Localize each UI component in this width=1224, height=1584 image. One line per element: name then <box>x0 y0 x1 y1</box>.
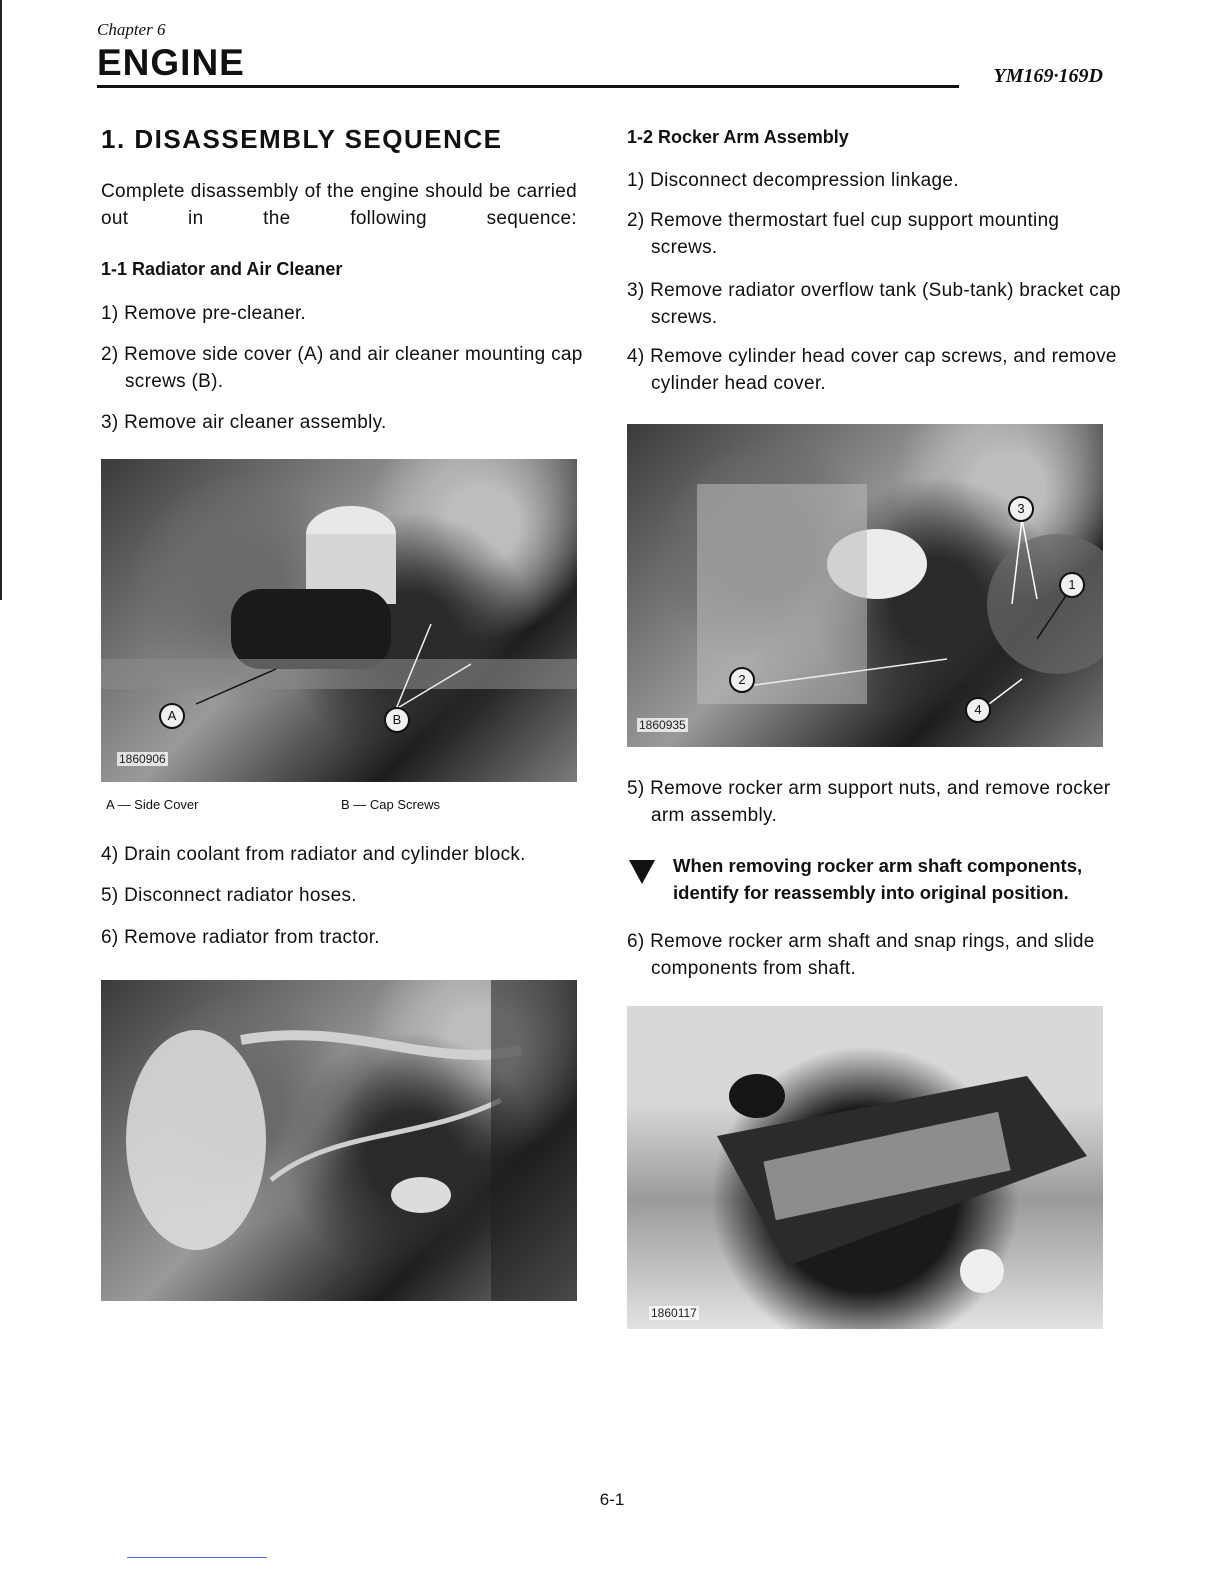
photo-air-cleaner <box>101 459 577 782</box>
chapter-title: ENGINE <box>97 42 245 83</box>
list-item: 1) Remove pre-cleaner. <box>101 303 307 324</box>
list-item: 6) Remove radiator from tractor. <box>101 927 380 948</box>
list-item: 2) Remove side cover (A) and air cleaner mounting cap screws (B). <box>101 344 583 392</box>
list-item: 3) Remove air cleaner assembly. <box>101 412 387 433</box>
callout-4: 4 <box>965 697 991 723</box>
list-item: 4) Remove cylinder head cover cap screws, and remove cylinder head cover. <box>627 346 1117 394</box>
intro-paragraph: Complete disassembly of the engine should be carried out in the following sequence: <box>101 181 577 229</box>
list-item: 3) Remove radiator overflow tank (Sub-tank) bracket cap screws. <box>627 280 1121 328</box>
caption-side-cover: A — Side Cover <box>106 797 199 812</box>
photo-rocker-area <box>627 424 1103 747</box>
list-item: 5) Remove rocker arm support nuts, and remove rocker arm assembly. <box>627 778 1111 826</box>
bottom-rule <box>127 1557 267 1558</box>
caution-triangle-icon <box>627 856 657 886</box>
list-item: 4) Drain coolant from radiator and cylinder block. <box>101 844 526 865</box>
callout-1: 1 <box>1059 572 1085 598</box>
photo-id: 1860117 <box>651 1306 697 1320</box>
list-item: 2) Remove thermostart fuel cup support mounting screws. <box>627 210 1060 258</box>
callout-2: 2 <box>729 667 755 693</box>
photo-rocker-area-art <box>627 424 1103 747</box>
caution-text: When removing rocker arm shaft components, identify for reassembly into original position. <box>673 855 1083 903</box>
photo-radiator-art <box>101 980 577 1301</box>
callout-a: A <box>159 703 185 729</box>
callout-3: 3 <box>1008 496 1034 522</box>
photo-radiator <box>101 980 577 1301</box>
photo-rocker-shaft <box>627 1006 1103 1329</box>
subsection-title-rocker: 1-2 Rocker Arm Assembly <box>627 127 849 147</box>
list-item: 5) Disconnect radiator hoses. <box>101 885 357 906</box>
section-title: 1. DISASSEMBLY SEQUENCE <box>101 124 503 154</box>
chapter-label: Chapter 6 <box>97 20 166 39</box>
photo-id: 1860906 <box>119 752 166 766</box>
left-margin-rule <box>0 0 2 600</box>
caption-cap-screws: B — Cap Screws <box>341 797 440 812</box>
list-item: 1) Disconnect decompression linkage. <box>627 170 959 191</box>
photo-air-cleaner-art <box>101 459 577 782</box>
callout-b: B <box>384 707 410 733</box>
model-label: YM169·169D <box>993 65 1103 87</box>
list-item: 6) Remove rocker arm shaft and snap rings, and slide components from shaft. <box>627 931 1095 979</box>
subsection-title-radiator: 1-1 Radiator and Air Cleaner <box>101 259 343 279</box>
page-number: 6-1 <box>599 1490 625 1509</box>
header-rule <box>97 85 959 88</box>
photo-id: 1860935 <box>639 718 686 732</box>
photo-rocker-shaft-art <box>627 1006 1103 1329</box>
